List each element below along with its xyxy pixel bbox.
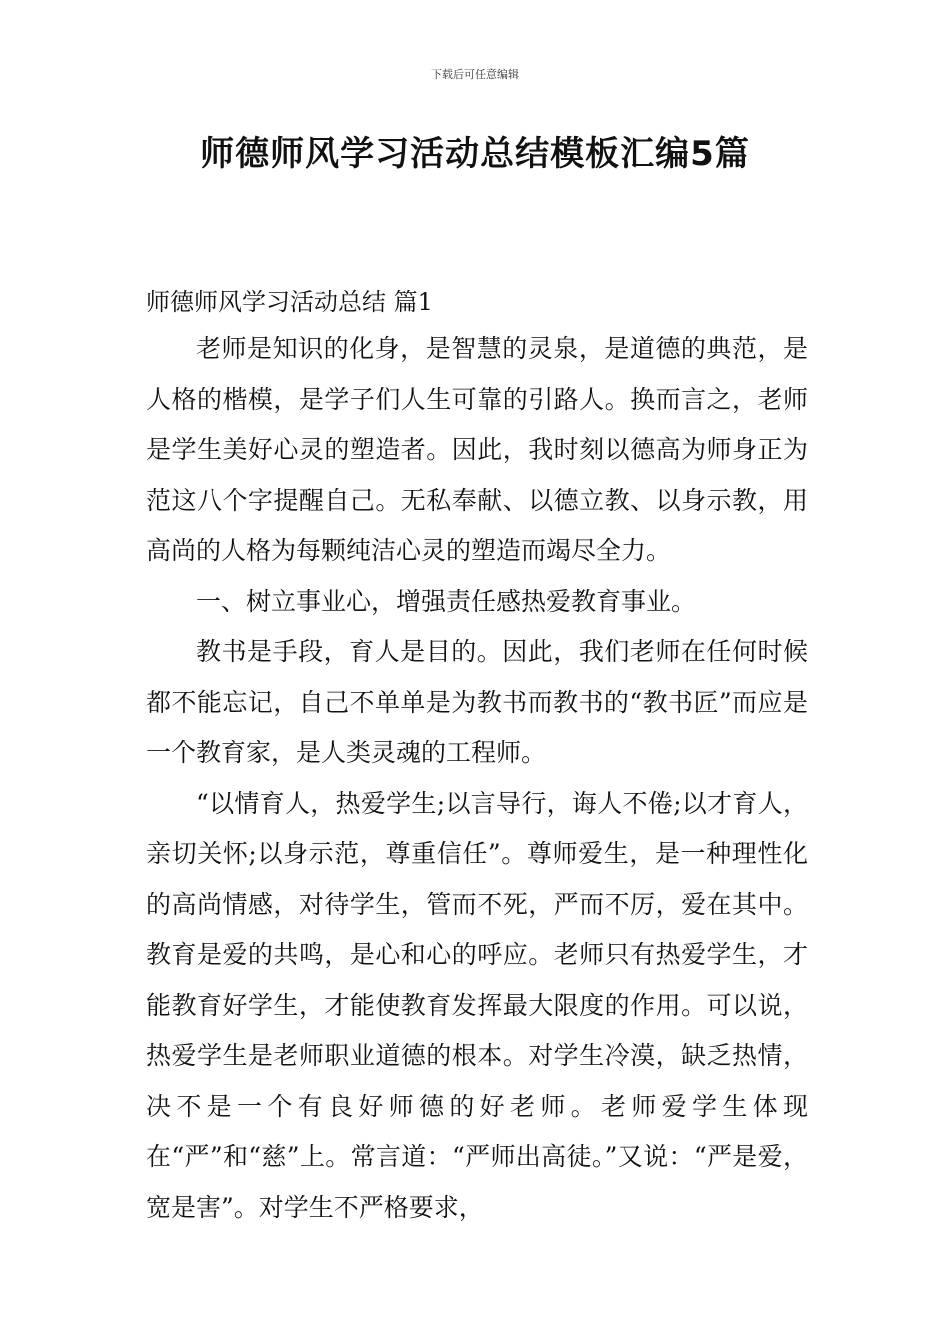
document-title: 师德师风学习活动总结模板汇编5篇 [200,134,750,174]
paragraph-teaching-purpose: 教书是手段，育人是目的。因此，我们老师在任何时候都不能忘记，自己不单单是为教书而教书的“教书匠”而应是一个教育家，是人类灵魂的工程师。 [146,637,808,767]
paragraph-intro: 老师是知识的化身，是智慧的灵泉，是道德的典范，是人格的楷模，是学子们人生可靠的引路人。换而言之，老师是学生美好心灵的塑造者。因此，我时刻以德高为师身正为范这八个字提醒自己。无私奉献、以德立教、以身示教，用高尚的人格为每颗纯洁心灵的塑造而竭尽全力。 [146,334,808,565]
document-body [146,284,808,1233]
paragraph-love-students: “以情育人，热爱学生;以言导行，诲人不倦;以才育人，亲切关怀;以身示范，尊重信任”。尊师爱生，是一种理性化的高尚情感，对待学生，管而不死，严而不厉，爱在其中。教育是爱的共鸣，是心和心的呼应。老师只有热爱学生，才能教育好学生，才能使教育发挥最大限度的作用。可以说，热爱学生是老师职业道德的根本。对学生冷漠，缺乏热情，决不是一个有良好师德的好老师。老师爱学生体现在“严”和“慈”上。常言道：“严师出高徒。”又说：“严是爱，宽是害”。对学生不严格要求， [146,788,808,1222]
section-heading: 师德师风学习活动总结 篇1 [146,288,433,316]
header-note: 下载后可任意编辑 [431,68,519,81]
paragraph-subheading-1: 一、树立事业心，增强责任感热爱教育事业。 [196,586,697,616]
